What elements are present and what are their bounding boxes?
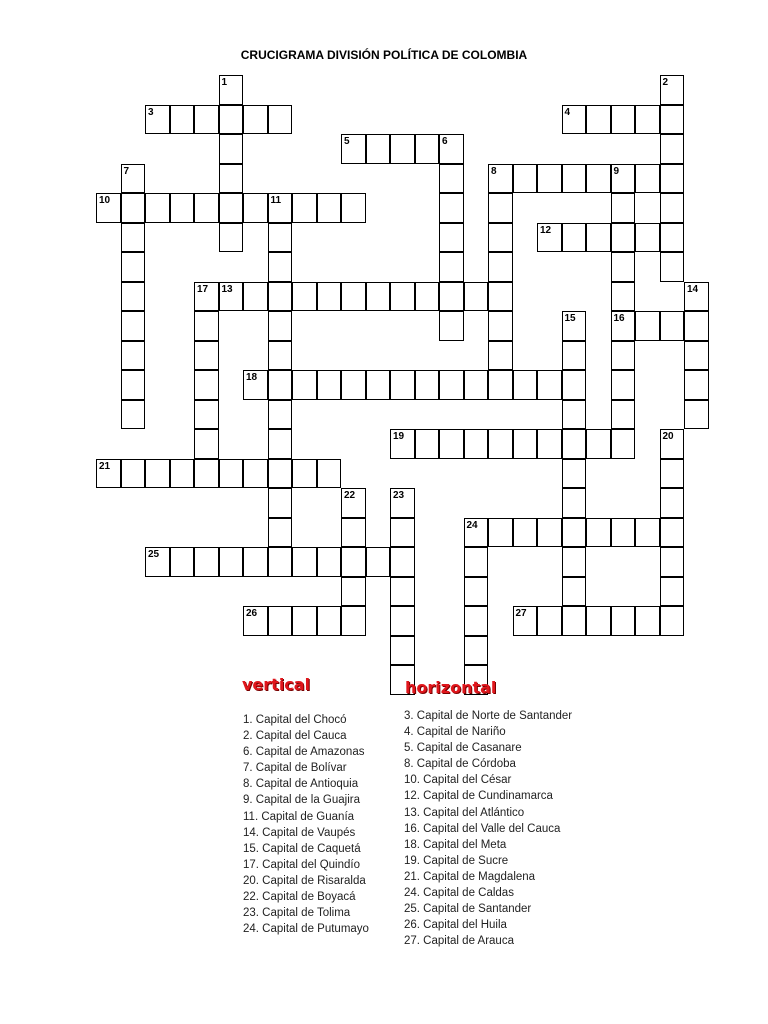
clue-item: 15. Capital de Caquetá (243, 842, 361, 855)
crossword-cell[interactable] (464, 282, 489, 312)
crossword-cell[interactable] (390, 134, 415, 164)
crossword-cell[interactable] (586, 164, 611, 194)
crossword-cell[interactable] (562, 547, 587, 577)
crossword-cell[interactable] (341, 606, 366, 636)
crossword-cell[interactable] (219, 193, 244, 223)
clue-number: 1 (221, 77, 228, 88)
clue-item: 4. Capital de Nariño (404, 726, 506, 739)
crossword-cell[interactable] (660, 311, 685, 341)
crossword-cell[interactable] (390, 488, 415, 518)
crossword-cell[interactable] (660, 223, 685, 253)
crossword-cell[interactable] (562, 518, 587, 548)
crossword-cell[interactable] (586, 429, 611, 459)
crossword-cell[interactable] (170, 459, 195, 489)
crossword-cell[interactable] (390, 577, 415, 607)
crossword-cell[interactable] (562, 400, 587, 430)
crossword-cell[interactable] (268, 341, 293, 371)
crossword-cell[interactable] (121, 459, 146, 489)
crossword-cell[interactable] (439, 429, 464, 459)
crossword-cell[interactable] (341, 370, 366, 400)
clue-item: 8. Capital de Antioquia (243, 778, 359, 791)
crossword-cell[interactable] (488, 370, 513, 400)
crossword-cell[interactable] (390, 370, 415, 400)
crossword-cell[interactable] (611, 518, 636, 548)
clue-item: 17. Capital del Quindío (243, 858, 360, 871)
crossword-cell[interactable] (194, 429, 219, 459)
crossword-cell[interactable] (537, 429, 562, 459)
crossword-cell[interactable] (268, 518, 293, 548)
crossword-cell[interactable] (464, 518, 489, 548)
clue-number: 21 (99, 460, 111, 472)
crossword-cell[interactable] (513, 164, 538, 194)
crossword-cell[interactable] (317, 547, 342, 577)
clue-item: 6. Capital de Amazonas (243, 746, 365, 759)
crossword-cell[interactable] (439, 134, 464, 164)
crossword-cell[interactable] (439, 282, 464, 312)
horizontal-heading: horizontal (405, 678, 497, 697)
crossword-cell[interactable] (439, 311, 464, 341)
clue-number: 13 (221, 283, 233, 295)
crossword-cell[interactable] (194, 193, 219, 223)
crossword-cell[interactable] (121, 223, 146, 253)
crossword-cell[interactable] (660, 488, 685, 518)
crossword-cell[interactable] (684, 400, 709, 430)
crossword-cell[interactable] (194, 311, 219, 341)
crossword-cell[interactable] (562, 577, 587, 607)
crossword-cell[interactable] (611, 105, 636, 135)
clue-item: 2. Capital del Cauca (243, 730, 347, 743)
crossword-cell[interactable] (243, 606, 268, 636)
crossword-cell[interactable] (488, 341, 513, 371)
crossword-cell[interactable] (562, 105, 587, 135)
crossword-cell[interactable] (464, 577, 489, 607)
crossword-cell[interactable] (537, 223, 562, 253)
crossword-cell[interactable] (390, 547, 415, 577)
clue-number: 10 (99, 195, 111, 206)
crossword-cell[interactable] (660, 518, 685, 548)
clue-number: 14 (687, 283, 699, 295)
crossword-cell[interactable] (341, 282, 366, 312)
crossword-cell[interactable] (341, 518, 366, 548)
crossword-cell[interactable] (292, 370, 317, 400)
crossword-cell[interactable] (268, 459, 293, 489)
clue-item: 21. Capital de Magdalena (404, 870, 536, 883)
crossword-cell[interactable] (390, 429, 415, 459)
clue-item: 3. Capital de Norte de Santander (404, 710, 573, 722)
crossword-cell[interactable] (562, 311, 587, 341)
crossword-cell[interactable] (439, 370, 464, 400)
crossword-cell[interactable] (635, 518, 660, 548)
crossword-cell[interactable] (268, 488, 293, 518)
crossword-cell[interactable] (317, 282, 342, 312)
crossword-cell[interactable] (660, 547, 685, 577)
clue-item: 14. Capital de Vaupés (243, 826, 356, 839)
crossword-cell[interactable] (635, 105, 660, 135)
crossword-cell[interactable] (660, 134, 685, 164)
crossword-cell[interactable] (243, 547, 268, 577)
crossword-cell[interactable] (292, 282, 317, 312)
crossword-cell[interactable] (268, 193, 293, 223)
crossword-cell[interactable] (611, 400, 636, 430)
crossword-cell[interactable] (660, 105, 685, 135)
page-title: CRUCIGRAMA DIVISIÓN POLÍTICA DE COLOMBIA (240, 48, 528, 62)
clue-number: 7 (123, 165, 130, 177)
crossword-cell[interactable] (145, 547, 170, 577)
crossword-cell[interactable] (611, 193, 636, 223)
crossword-cell[interactable] (635, 606, 660, 636)
clue-item: 7. Capital de Bolívar (243, 762, 347, 775)
clue-number: 11 (270, 195, 282, 206)
crossword-cell[interactable] (488, 311, 513, 341)
crossword-cell[interactable] (635, 223, 660, 253)
crossword-cell[interactable] (586, 518, 611, 548)
crossword-cell[interactable] (586, 105, 611, 135)
crossword-cell[interactable] (488, 252, 513, 282)
crossword-cell[interactable] (660, 429, 685, 459)
crossword-cell[interactable] (439, 193, 464, 223)
crossword-cell[interactable] (194, 370, 219, 400)
clue-number: 18 (246, 372, 258, 383)
crossword-cell[interactable] (586, 223, 611, 253)
crossword-cell[interactable] (390, 636, 415, 666)
crossword-cell[interactable] (170, 547, 195, 577)
crossword-cell[interactable] (194, 341, 219, 371)
crossword-cell[interactable] (611, 164, 636, 194)
clue-item: 10. Capital del César (404, 774, 512, 787)
crossword-cell[interactable] (464, 547, 489, 577)
crossword-cell[interactable] (415, 370, 440, 400)
crossword-cell[interactable] (219, 164, 244, 194)
crossword-cell[interactable] (96, 193, 121, 223)
crossword-cell[interactable] (341, 547, 366, 577)
crossword-cell[interactable] (219, 547, 244, 577)
crossword-cell[interactable] (684, 341, 709, 371)
clue-number: 4 (564, 106, 571, 118)
crossword-cell[interactable] (219, 134, 244, 164)
clue-item: 19. Capital de Sucre (404, 854, 509, 867)
crossword-cell[interactable] (464, 636, 489, 666)
crossword-cell[interactable] (292, 606, 317, 636)
crossword-cell[interactable] (660, 606, 685, 636)
crossword-cell[interactable] (170, 105, 195, 135)
crossword-cell[interactable] (121, 282, 146, 312)
crossword-cell[interactable] (660, 577, 685, 607)
crossword-cell[interactable] (292, 547, 317, 577)
crossword-cell[interactable] (537, 606, 562, 636)
clue-item: 24. Capital de Caldas (404, 887, 514, 900)
crossword-cell[interactable] (390, 606, 415, 636)
horizontal-clue-list (404, 708, 572, 949)
clue-item: 9. Capital de la Guajira (243, 794, 360, 807)
clue-number: 5 (344, 136, 350, 147)
crossword-cell[interactable] (268, 105, 293, 135)
crossword-cell[interactable] (317, 370, 342, 400)
crossword-cell[interactable] (537, 164, 562, 194)
crossword-cell[interactable] (415, 134, 440, 164)
crossword-cell[interactable] (219, 75, 244, 105)
crossword-cell[interactable] (268, 429, 293, 459)
crossword-cell[interactable] (537, 518, 562, 548)
crossword-cell[interactable] (268, 252, 293, 282)
crossword-cell[interactable] (145, 105, 170, 135)
crossword-cell[interactable] (121, 164, 146, 194)
crossword-cell[interactable] (513, 606, 538, 636)
crossword-cell[interactable] (513, 518, 538, 548)
clue-item: 13. Capital del Atlántico (404, 806, 525, 819)
clue-item: 22. Capital de Boyacá (243, 891, 356, 904)
crossword-cell[interactable] (243, 459, 268, 489)
crossword-cell[interactable] (317, 459, 342, 489)
crossword-cell[interactable] (464, 429, 489, 459)
clue-item: 12. Capital de Cundinamarca (404, 790, 553, 803)
crossword-cell[interactable] (562, 606, 587, 636)
crossword-cell[interactable] (464, 606, 489, 636)
crossword-cell[interactable] (611, 223, 636, 253)
clue-item: 8. Capital de Córdoba (404, 758, 516, 771)
clue-number: 19 (393, 431, 405, 442)
crossword-cell[interactable] (341, 193, 366, 223)
clue-item: 16. Capital del Valle del Cauca (404, 822, 561, 835)
clue-item: 5. Capital de Casanare (404, 742, 522, 755)
crossword-cell[interactable] (121, 252, 146, 282)
crossword-cell[interactable] (415, 282, 440, 312)
crossword-cell[interactable] (488, 518, 513, 548)
crossword-cell[interactable] (243, 282, 268, 312)
crossword-cell[interactable] (366, 547, 391, 577)
crossword-cell[interactable] (243, 105, 268, 135)
crossword-cell[interactable] (121, 370, 146, 400)
crossword-cell[interactable] (121, 341, 146, 371)
crossword-cell[interactable] (611, 282, 636, 312)
clue-item: 24. Capital de Putumayo (243, 923, 369, 936)
clue-number: 8 (491, 165, 497, 177)
crossword-cell[interactable] (562, 488, 587, 518)
crossword-cell[interactable] (317, 193, 342, 223)
crossword-cell[interactable] (268, 400, 293, 430)
crossword-cell[interactable] (611, 341, 636, 371)
crossword-cell[interactable] (488, 164, 513, 194)
clue-number: 3 (148, 106, 154, 118)
crossword-cell[interactable] (145, 193, 170, 223)
crossword-cell[interactable] (562, 223, 587, 253)
crossword-cell[interactable] (219, 223, 244, 253)
crossword-cell[interactable] (660, 164, 685, 194)
crossword-cell[interactable] (684, 370, 709, 400)
clue-number: 9 (613, 165, 620, 177)
crossword-cell[interactable] (121, 311, 146, 341)
crossword-cell[interactable] (390, 282, 415, 312)
crossword-cell[interactable] (194, 459, 219, 489)
crossword-cell[interactable] (660, 252, 685, 282)
clue-item: 18. Capital del Meta (404, 838, 507, 851)
clue-item: 1. Capital del Chocó (243, 714, 347, 726)
crossword-cell[interactable] (611, 429, 636, 459)
crossword-cell[interactable] (219, 282, 244, 312)
crossword-cell[interactable] (243, 193, 268, 223)
crossword-cell[interactable] (562, 164, 587, 194)
crossword-cell[interactable] (170, 193, 195, 223)
clue-number: 12 (540, 224, 552, 236)
clue-number: 23 (393, 490, 405, 501)
vertical-clue-list (243, 712, 369, 937)
crossword-cell[interactable] (292, 193, 317, 223)
clue-number: 25 (148, 549, 160, 560)
crossword-cell[interactable] (96, 459, 121, 489)
clue-number: 15 (564, 313, 576, 324)
clue-item: 26. Capital del Huila (404, 919, 507, 932)
crossword-cell[interactable] (268, 606, 293, 636)
clue-number: 20 (662, 431, 674, 442)
clue-item: 20. Capital de Risaralda (243, 874, 366, 887)
crossword-cell[interactable] (537, 370, 562, 400)
crossword-cell[interactable] (341, 134, 366, 164)
clue-number: 27 (515, 608, 527, 619)
crossword-cell[interactable] (268, 223, 293, 253)
crossword-cell[interactable] (341, 577, 366, 607)
crossword-cell[interactable] (660, 459, 685, 489)
crossword-cell[interactable] (317, 606, 342, 636)
crossword-cell[interactable] (586, 606, 611, 636)
crossword-cell[interactable] (660, 75, 685, 105)
crossword-cell[interactable] (488, 193, 513, 223)
crossword-cell[interactable] (439, 223, 464, 253)
crossword-cell[interactable] (121, 400, 146, 430)
crossword-cell[interactable] (194, 105, 219, 135)
crossword-cell[interactable] (439, 252, 464, 282)
crossword-cell[interactable] (390, 518, 415, 548)
crossword-cell[interactable] (292, 459, 317, 489)
crossword-cell[interactable] (562, 370, 587, 400)
crossword-cell[interactable] (219, 459, 244, 489)
crossword-cell[interactable] (243, 370, 268, 400)
crossword-cell[interactable] (635, 164, 660, 194)
crossword-cell[interactable] (513, 429, 538, 459)
crossword-cell[interactable] (366, 370, 391, 400)
crossword-cell[interactable] (488, 429, 513, 459)
crossword-cell[interactable] (488, 282, 513, 312)
crossword-cell[interactable] (194, 282, 219, 312)
crossword-cell[interactable] (194, 400, 219, 430)
crossword-cell[interactable] (611, 311, 636, 341)
crossword-cell[interactable] (684, 282, 709, 312)
clue-number: 16 (613, 313, 625, 324)
crossword-cell[interactable] (121, 193, 146, 223)
clue-number: 6 (442, 136, 448, 147)
crossword-cell[interactable] (684, 311, 709, 341)
crossword-cell[interactable] (366, 282, 391, 312)
crossword-cell[interactable] (439, 164, 464, 194)
crossword-cell[interactable] (341, 488, 366, 518)
crossword-cell[interactable] (268, 311, 293, 341)
crossword-cell[interactable] (366, 134, 391, 164)
crossword-cell[interactable] (145, 459, 170, 489)
crossword-cell[interactable] (562, 341, 587, 371)
crossword-cell[interactable] (635, 311, 660, 341)
clue-number: 22 (344, 490, 356, 501)
crossword-cell[interactable] (194, 547, 219, 577)
clue-number: 17 (197, 283, 209, 295)
crossword-cell[interactable] (268, 282, 293, 312)
crossword-cell[interactable] (660, 193, 685, 223)
crossword-cell[interactable] (268, 547, 293, 577)
crossword-cell[interactable] (219, 105, 244, 135)
clue-number: 26 (246, 608, 258, 619)
vertical-heading: vertical (242, 675, 311, 694)
crossword-cell[interactable] (513, 370, 538, 400)
crossword-cell[interactable] (415, 429, 440, 459)
crossword-cell[interactable] (268, 370, 293, 400)
crossword-cell[interactable] (562, 459, 587, 489)
crossword-cell[interactable] (488, 223, 513, 253)
clue-item: 23. Capital de Tolima (243, 907, 351, 920)
clue-item: 11. Capital de Guanía (243, 810, 355, 823)
crossword-cell[interactable] (611, 252, 636, 282)
crossword-cell[interactable] (562, 429, 587, 459)
crossword-cell[interactable] (464, 370, 489, 400)
crossword-cell[interactable] (611, 606, 636, 636)
crossword-cell[interactable] (611, 370, 636, 400)
clue-item: 27. Capital de Arauca (404, 935, 514, 948)
clue-item: 25. Capital de Santander (404, 903, 532, 916)
clue-number: 2 (662, 77, 669, 88)
clue-number: 24 (466, 519, 478, 531)
